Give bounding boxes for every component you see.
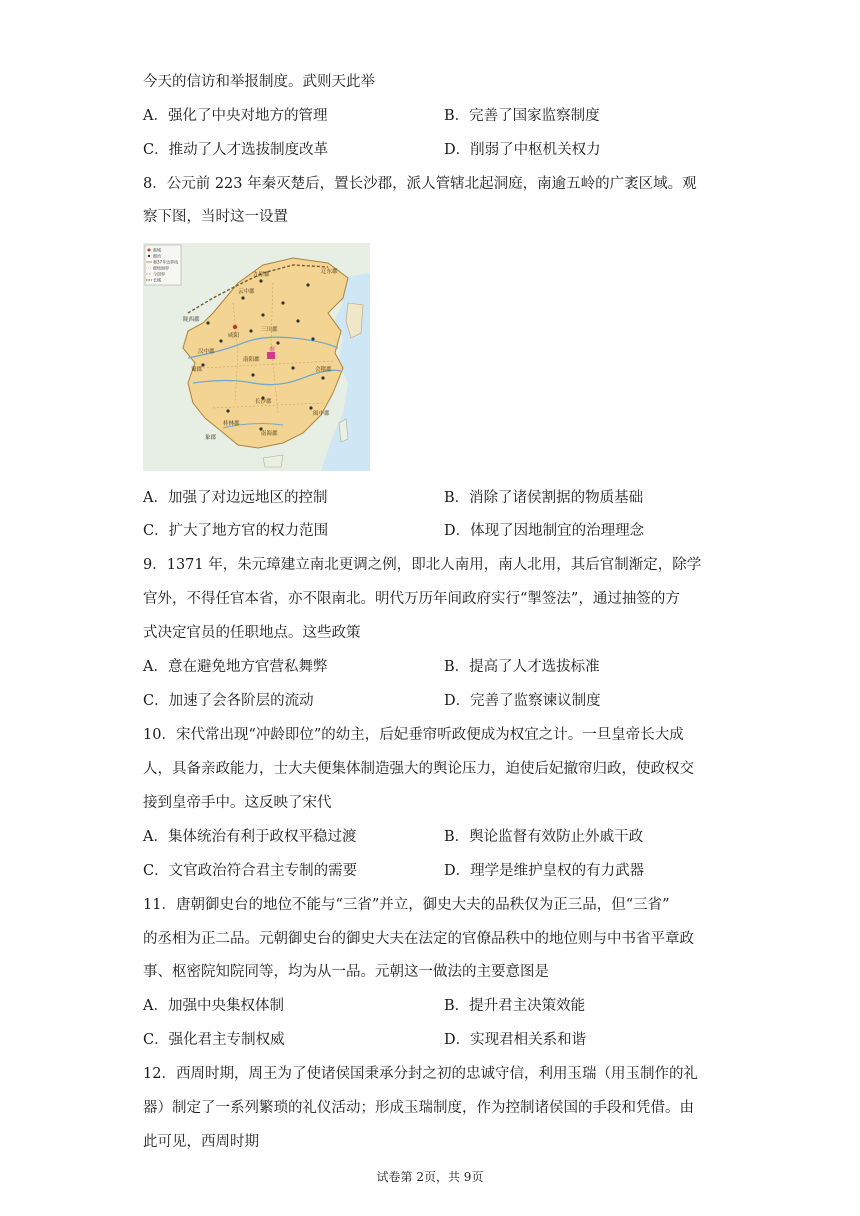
q8-option-a: A．加强了对边远地区的控制 bbox=[143, 490, 328, 506]
seat-dot bbox=[311, 337, 314, 340]
q9-stem-line1: 9．1371 年，朱元璋建立南北更调之例，即北人南用，南人北用，其后官制渐定，除学 bbox=[143, 557, 702, 573]
q10-option-b: B．舆论监督有效防止外戚干政 bbox=[444, 829, 644, 845]
q9-option-c: C．加速了会各阶层的流动 bbox=[143, 693, 314, 709]
label-shu: 蜀郡 bbox=[191, 367, 203, 373]
q11-option-b: B．提升君主决策效能 bbox=[444, 998, 586, 1014]
q8-option-c: C．扩大了地方官的权力范围 bbox=[143, 523, 329, 539]
q12-stem-line3: 此可见，西周时期 bbox=[143, 1134, 259, 1150]
label-longxi: 陇西郡 bbox=[183, 317, 200, 323]
legend-capital-icon bbox=[148, 249, 151, 252]
seat-dot bbox=[306, 283, 309, 286]
seat-dot bbox=[219, 339, 222, 342]
q8-stem-line2: 察下图，当时这一设置 bbox=[143, 209, 288, 225]
map-legend-1: 郡治 bbox=[153, 253, 161, 259]
label-xianyang: 咸阳 bbox=[228, 333, 240, 339]
seat-dot bbox=[261, 313, 264, 316]
page-footer: 试卷第 2页，共 9页 bbox=[376, 1170, 484, 1184]
label-qin: 秦 bbox=[269, 346, 276, 353]
seat-dot bbox=[321, 376, 324, 379]
q7-option-a: A．强化了中央对地方的管理 bbox=[143, 108, 328, 124]
label-nanhai: 南海郡 bbox=[261, 431, 278, 437]
q10-option-a: A．集体统治有利于政权平稳过渡 bbox=[143, 829, 357, 845]
capital-marker-icon bbox=[267, 352, 275, 359]
q9-option-a: A．意在避免地方官营私舞弊 bbox=[143, 659, 328, 675]
map-legend-5: 长城 bbox=[153, 277, 161, 283]
q10-option-c: C．文官政治符合君主专制的需要 bbox=[143, 863, 358, 879]
q9-option-d: D．完善了监察谏议制度 bbox=[444, 693, 601, 709]
q12-stem-line1: 12．西周时期，周王为了使诸侯国秉承分封之初的忠诚守信，利用玉瑞（用玉制作的礼 bbox=[143, 1066, 698, 1082]
seat-dot bbox=[259, 279, 262, 282]
seat-dot bbox=[281, 301, 284, 304]
q10-stem-line3: 接到皇帝手中。这反映了宋代 bbox=[143, 795, 332, 811]
map-svg bbox=[143, 243, 370, 471]
q8-stem-line1: 8．公元前 223 年秦灭楚后，置长沙郡，派人管辖北起洞庭，南逾五岭的广袤区域。观 bbox=[143, 176, 697, 192]
q10-stem-line2: 人，具备亲政能力，士大夫便集体制造强大的舆论压力，迫使后妃撤帘归政，使政权交 bbox=[143, 761, 694, 777]
label-sanchuan: 三川郡 bbox=[261, 327, 278, 333]
q11-option-a: A．加强中央集权体制 bbox=[143, 998, 284, 1014]
label-hanzhong: 汉中郡 bbox=[198, 349, 215, 355]
q7-option-c: C．推动了人才选拔制度改革 bbox=[143, 142, 329, 158]
seat-dot bbox=[309, 406, 312, 409]
legend-seat-icon bbox=[148, 255, 150, 257]
map-legend-3: 郡级面界 bbox=[153, 265, 169, 271]
qin-commandery-map bbox=[143, 243, 370, 471]
q11-option-c: C．强化君主专制权威 bbox=[143, 1032, 285, 1048]
q11-option-d: D．实现君相关系和谐 bbox=[444, 1032, 587, 1048]
map-legend-0: 都城 bbox=[153, 247, 161, 253]
seat-dot bbox=[249, 329, 252, 332]
label-nanyang: 南阳郡 bbox=[243, 357, 260, 363]
q10-option-d: D．理学是维护皇权的有力武器 bbox=[444, 863, 645, 879]
seat-dot bbox=[296, 319, 299, 322]
q10-stem-line1: 10．宋代常出现“冲龄即位”的幼主，后妃垂帘听政便成为权宜之计。一旦皇帝长大成 bbox=[143, 727, 684, 743]
label-kuaiji: 会稽郡 bbox=[315, 367, 332, 373]
q9-option-b: B．提高了人才选拔标准 bbox=[444, 659, 600, 675]
seat-dot bbox=[241, 296, 244, 299]
label-changsha: 长沙郡 bbox=[255, 399, 272, 405]
label-jiuyuan: 九原郡 bbox=[253, 272, 270, 278]
map-legend-2: 秦37年边界线 bbox=[153, 259, 179, 265]
q7-stem-tail: 今天的信访和举报制度。武则天此举 bbox=[143, 74, 375, 90]
label-minzhong: 闽中郡 bbox=[313, 411, 330, 417]
label-guilin: 桂林郡 bbox=[223, 421, 240, 427]
q8-option-d: D．体现了因地制宜的治理理念 bbox=[444, 523, 645, 539]
q8-option-b: B．消除了诸侯割据的物质基础 bbox=[444, 490, 644, 506]
label-liaodong: 辽东郡 bbox=[321, 269, 338, 275]
q7-option-d: D．削弱了中枢机关权力 bbox=[444, 142, 601, 158]
q11-stem-line3: 事、枢密院知院同等，均为从一品。元朝这一做法的主要意图是 bbox=[143, 964, 549, 980]
q9-stem-line3: 式决定官员的任职地点。这些政策 bbox=[143, 625, 361, 641]
map-legend-4: 今国界 bbox=[153, 271, 165, 277]
label-yunzhong: 云中郡 bbox=[238, 289, 255, 295]
seat-dot bbox=[206, 321, 209, 324]
q9-stem-line2: 官外，不得任官本省，亦不限南北。明代万历年间政府实行“掣签法”，通过抽签的方 bbox=[143, 591, 680, 607]
q12-stem-line2: 器）制定了一系列繁琐的礼仪活动；形成玉瑞制度，作为控制诸侯国的手段和凭借。由 bbox=[143, 1100, 694, 1116]
seat-dot bbox=[226, 409, 229, 412]
seat-dot bbox=[251, 373, 254, 376]
q7-option-b: B．完善了国家监察制度 bbox=[444, 108, 600, 124]
seat-dot bbox=[291, 366, 294, 369]
q11-stem-line2: 的丞相为正二品。元朝御史台的御史大夫在法定的官僚品秩中的地位则与中书省平章政 bbox=[143, 931, 694, 947]
seat-dot bbox=[276, 341, 279, 344]
xianyang-capital-icon bbox=[233, 325, 237, 329]
label-xiang: 象郡 bbox=[205, 435, 217, 441]
q11-stem-line1: 11．唐朝御史台的地位不能与“三省”并立，御史大夫的品秩仅为正三品，但“三省” bbox=[143, 897, 670, 913]
